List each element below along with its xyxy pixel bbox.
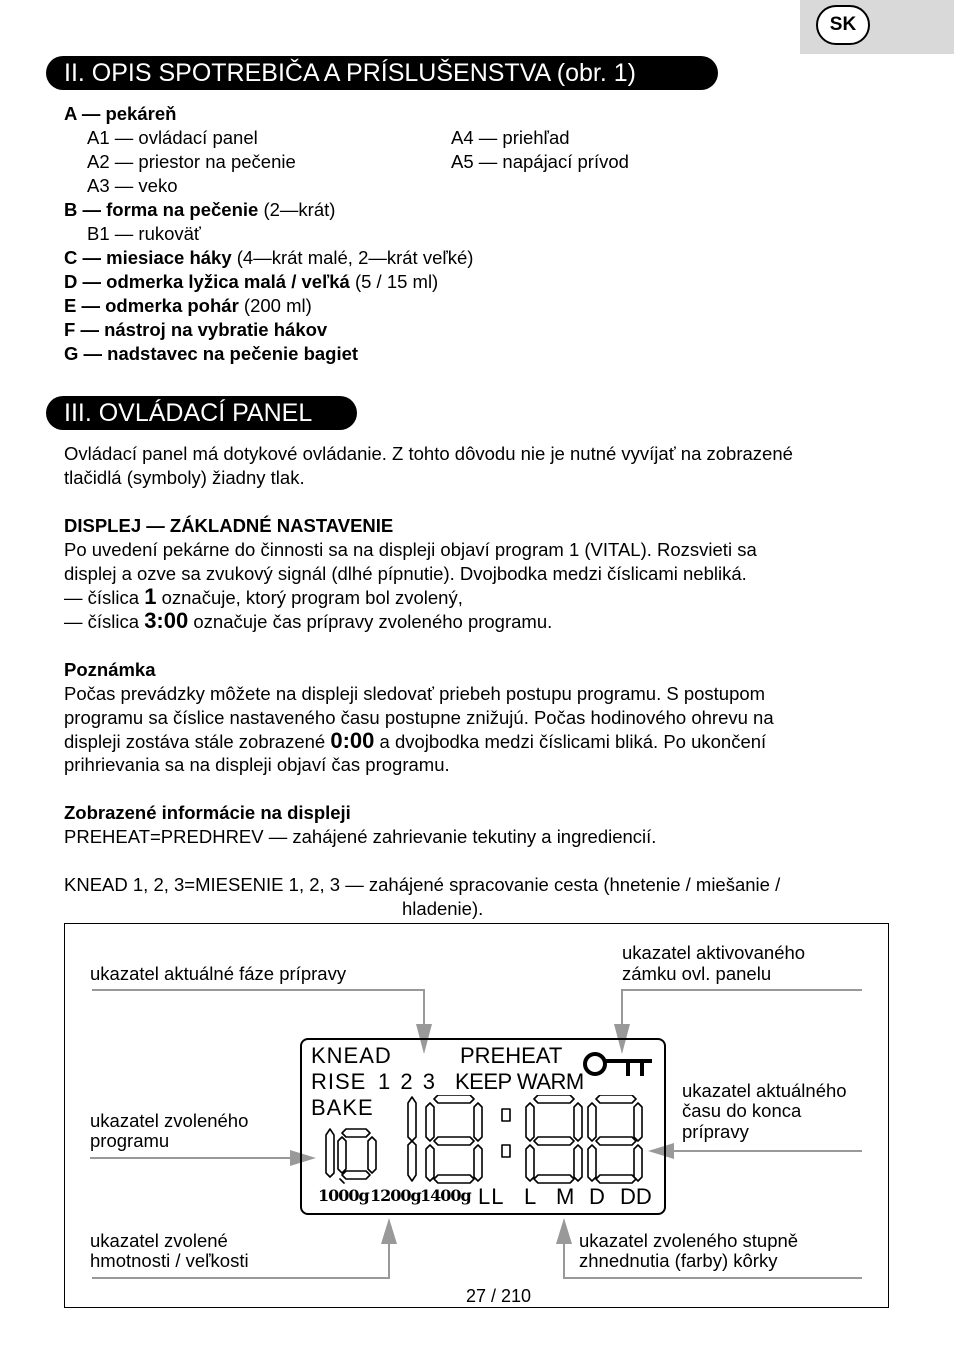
- lcd-crust-d: D: [589, 1184, 606, 1209]
- digit-time-pre: — číslica: [64, 611, 145, 632]
- lcd-digits: [316, 1095, 646, 1185]
- lcd-weight-1000: 1000g: [318, 1186, 369, 1205]
- part-a1: A1 — ovládací panel: [87, 127, 258, 148]
- digit-program-value: 1: [144, 584, 157, 609]
- arrow-lock: [622, 990, 862, 1030]
- lcd-preheat: PREHEAT: [460, 1043, 563, 1068]
- label-crust-line-2: zhnednutia (farby) kôrky: [579, 1250, 778, 1271]
- label-lock-line-1: ukazatel aktivovaného: [622, 942, 806, 963]
- part-a2: A2 — priestor na pečenie: [87, 151, 296, 172]
- part-e-detail: (200 ml): [238, 295, 312, 316]
- note-line-3-post: a dvojbodka medzi číslicami bliká. Po ukončení: [374, 731, 767, 752]
- lcd-keep-warm: KEEP WARM: [455, 1069, 584, 1094]
- section-heading-control-panel: III. OVLÁDACÍ PANEL: [46, 396, 357, 430]
- page-total: / 210: [486, 1286, 532, 1306]
- part-c-label: C — miesiace háky: [64, 247, 232, 268]
- info-preheat: PREHEAT=PREDHREV — zahájené zahrievanie tekutiny a ingrediencií.: [64, 826, 657, 847]
- intro-line-2: tlačidlá (symboly) žiadny tlak.: [64, 467, 305, 488]
- label-time-line-1: ukazatel aktuálného: [682, 1080, 847, 1101]
- label-time-line-2: času do konca: [682, 1100, 802, 1121]
- part-a3: A3 — veko: [87, 175, 178, 196]
- display-line-1: Po uvedení pekárne do činnosti sa na displeji objaví program 1 (VITAL). Rozsvieti sa: [64, 539, 757, 560]
- lcd-weight-1400: 1400g: [420, 1186, 471, 1205]
- part-b1: B1 — rukoväť: [87, 223, 201, 244]
- label-weight-line-2: hmotnosti / veľkosti: [90, 1250, 249, 1271]
- intro-line-1: Ovládací panel má dotykové ovládanie. Z tohto dôvodu nie je nutné vyvíjať na zobrazené: [64, 443, 793, 464]
- display-line-2: displej a ozve sa zvukový signál (dlhé pípnutie). Dvojbodka medzi číslicami nebliká.: [64, 563, 747, 584]
- arrow-phase: [92, 990, 424, 1030]
- part-a5: A5 — napájací prívod: [451, 151, 629, 172]
- part-a-heading: A — pekáreň: [64, 103, 177, 124]
- key-lock-icon: [580, 1050, 654, 1080]
- page-number: [466, 1286, 531, 1307]
- lcd-bake: BAKE: [311, 1095, 374, 1120]
- part-a4: A4 — priehľad: [451, 127, 570, 148]
- note-line-2: programu sa číslice nastaveného času postupne znižujú. Počas hodinového ohrevu na: [64, 707, 774, 728]
- part-b-label: B — forma na pečenie: [64, 199, 259, 220]
- label-current-phase: ukazatel aktuálné fáze prípravy: [90, 963, 347, 984]
- lcd-rise: RISE: [311, 1069, 367, 1094]
- digit-time-post: označuje čas prípravy zvoleného programu.: [188, 611, 553, 632]
- info-knead-line-1: KNEAD 1, 2, 3=MIESENIE 1, 2, 3 — zahájené spracovanie cesta (hnetenie / miešanie /: [64, 874, 781, 895]
- label-program-line-1: ukazatel zvoleného: [90, 1110, 249, 1131]
- part-e-label: E — odmerka pohár: [64, 295, 239, 316]
- lcd-weight-1200: 1200g: [370, 1186, 421, 1205]
- label-weight-line-1: ukazatel zvolené: [90, 1230, 228, 1251]
- label-program-line-2: programu: [90, 1130, 170, 1151]
- digit-program-pre: — číslica: [64, 587, 145, 608]
- part-b-detail: (2—krát): [258, 199, 336, 220]
- label-time-line-3: prípravy: [682, 1121, 749, 1142]
- language-badge: SK: [816, 5, 870, 45]
- digit-program-post: označuje, ktorý program bol zvolený,: [156, 587, 463, 608]
- note-line-3-value: 0:00: [330, 728, 375, 753]
- lcd-rise-numbers: 1 2 3: [378, 1069, 437, 1094]
- note-line-3-pre: displeji zostáva stále zobrazené: [64, 731, 331, 752]
- part-g: G — nadstavec na pečenie bagiet: [64, 343, 359, 364]
- digit-time-value: 3:00: [144, 608, 189, 633]
- lcd-crust-m: M: [556, 1184, 576, 1209]
- display-heading: DISPLEJ — ZÁKLADNÉ NASTAVENIE: [64, 515, 394, 536]
- part-c-detail: (4—krát malé, 2—krát veľké): [231, 247, 474, 268]
- note-heading: Poznámka: [64, 659, 156, 680]
- label-crust-line-1: ukazatel zvoleného stupně: [579, 1230, 799, 1251]
- info-heading: Zobrazené informácie na displeji: [64, 802, 351, 823]
- part-d-label: D — odmerka lyžica malá / veľká: [64, 271, 350, 292]
- page-current: 27: [466, 1286, 487, 1306]
- note-line-4: prihrievania sa na displeji objaví čas programu.: [64, 754, 450, 775]
- lcd-knead: KNEAD: [311, 1043, 392, 1068]
- info-knead-line-2: hladenie).: [402, 898, 484, 919]
- lcd-crust-l: L: [524, 1184, 538, 1209]
- section-heading-description: II. OPIS SPOTREBIČA A PRÍSLUŠENSTVA (obr. 1): [46, 56, 718, 90]
- note-line-1: Počas prevádzky môžete na displeji sledovať priebeh postupu programu. S postupom: [64, 683, 766, 704]
- part-d-detail: (5 / 15 ml): [349, 271, 439, 292]
- lcd-crust-dd: DD: [620, 1184, 652, 1209]
- lcd-crust-ll: LL: [478, 1184, 505, 1209]
- label-lock-line-2: zámku ovl. panelu: [622, 963, 772, 984]
- part-f: F — nástroj na vybratie hákov: [64, 319, 328, 340]
